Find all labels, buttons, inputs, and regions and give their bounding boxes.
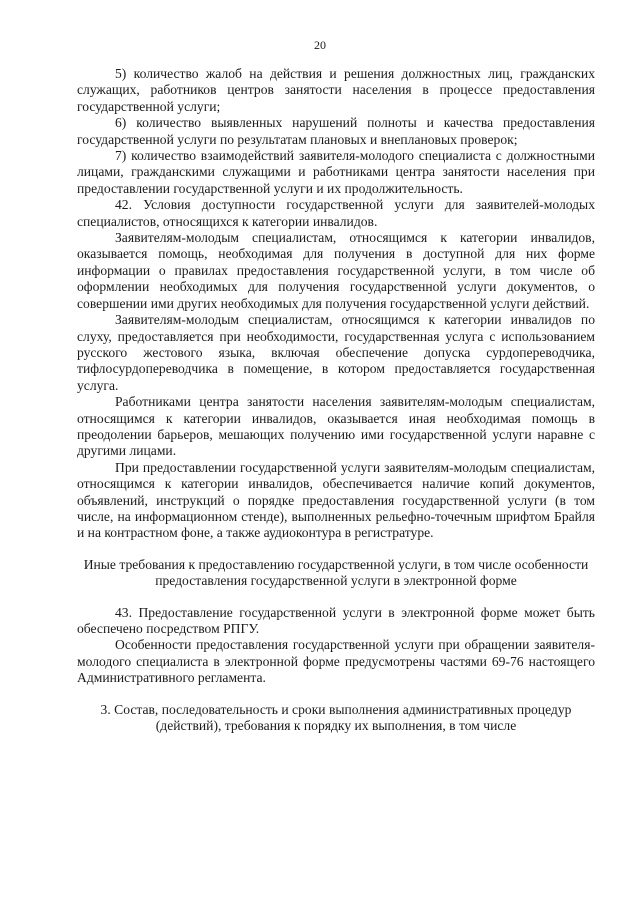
paragraph-barriers: Работниками центра занятости населения заявителям-молодым специалистам, относящимся к категории инвалидов, оказывается иная необходимая помощь в преодолении барьеров, мешающих получению ими государственной услуги наравне с другими лицами. (77, 394, 595, 459)
paragraph-sign-language: Заявителям-молодым специалистам, относящимся к категории инвалидов по слуху, предоставляется при необходимости, государственная услуга с использованием русского жестового языка, включая обеспечение допуска сурдопереводчика, тифлосурдопереводчика в помещение, в котором предоставляется государственная услуга. (77, 312, 595, 393)
page-number: 20 (314, 38, 326, 52)
paragraph-electronic-features: Особенности предоставления государственной услуги при обращении заявителя-молодого специалиста в электронной форме предусмотрены частями 69-76 настоящего Административного регламента. (77, 637, 595, 686)
paragraph-42: 42. Условия доступности государственной услуги для заявителей-молодых специалистов, относящихся к категории инвалидов. (77, 197, 595, 229)
paragraph-item-7: 7) количество взаимодействий заявителя-молодого специалиста с должностными лицами, гражданскими служащими и работниками центра занятости населения при предоставлении государственной услуги и их продолжительность. (77, 148, 595, 196)
paragraph-braille: При предоставлении государственной услуги заявителям-молодым специалистам, относящимся к категории инвалидов, обеспечивается наличие копий документов, объявлений, инструкций о порядке предоставления государственной услуги (в том числе, на информационном стенде), выполненных рельефно-точечным шрифтом Брайля и на контрастном фоне, а также аудиоконтура в регистратуре. (77, 459, 595, 541)
document-body (77, 66, 595, 734)
section-heading-electronic: Иные требования к предоставлению государственной услуги, в том числе особенности предоставления государственной услуги в электронной форме (83, 556, 589, 589)
paragraph-43: 43. Предоставление государственной услуги в электронной форме может быть обеспечено посредством РПГУ. (77, 604, 595, 636)
paragraph-assistance: Заявителям-молодым специалистам, относящимся к категории инвалидов, оказывается помощь, необходимая для получения в доступной для них форме информации о правилах предоставления государственной услуги, в том числе об оформлении необходимых для получения государственной услуги документов, о совершении ими других необходимых для получения государственной услуги действий. (77, 230, 595, 311)
section-heading-3: 3. Состав, последовательность и сроки выполнения административных процедур (действий), требования к порядку их выполнения, в том числе (100, 701, 572, 734)
paragraph-item-5: 5) количество жалоб на действия и решения должностных лиц, гражданских служащих, работников центров занятости населения в процессе предоставления государственной услуги; (77, 66, 595, 114)
paragraph-item-6: 6) количество выявленных нарушений полноты и качества предоставления государственной услуги по результатам плановых и внеплановых проверок; (77, 115, 595, 147)
